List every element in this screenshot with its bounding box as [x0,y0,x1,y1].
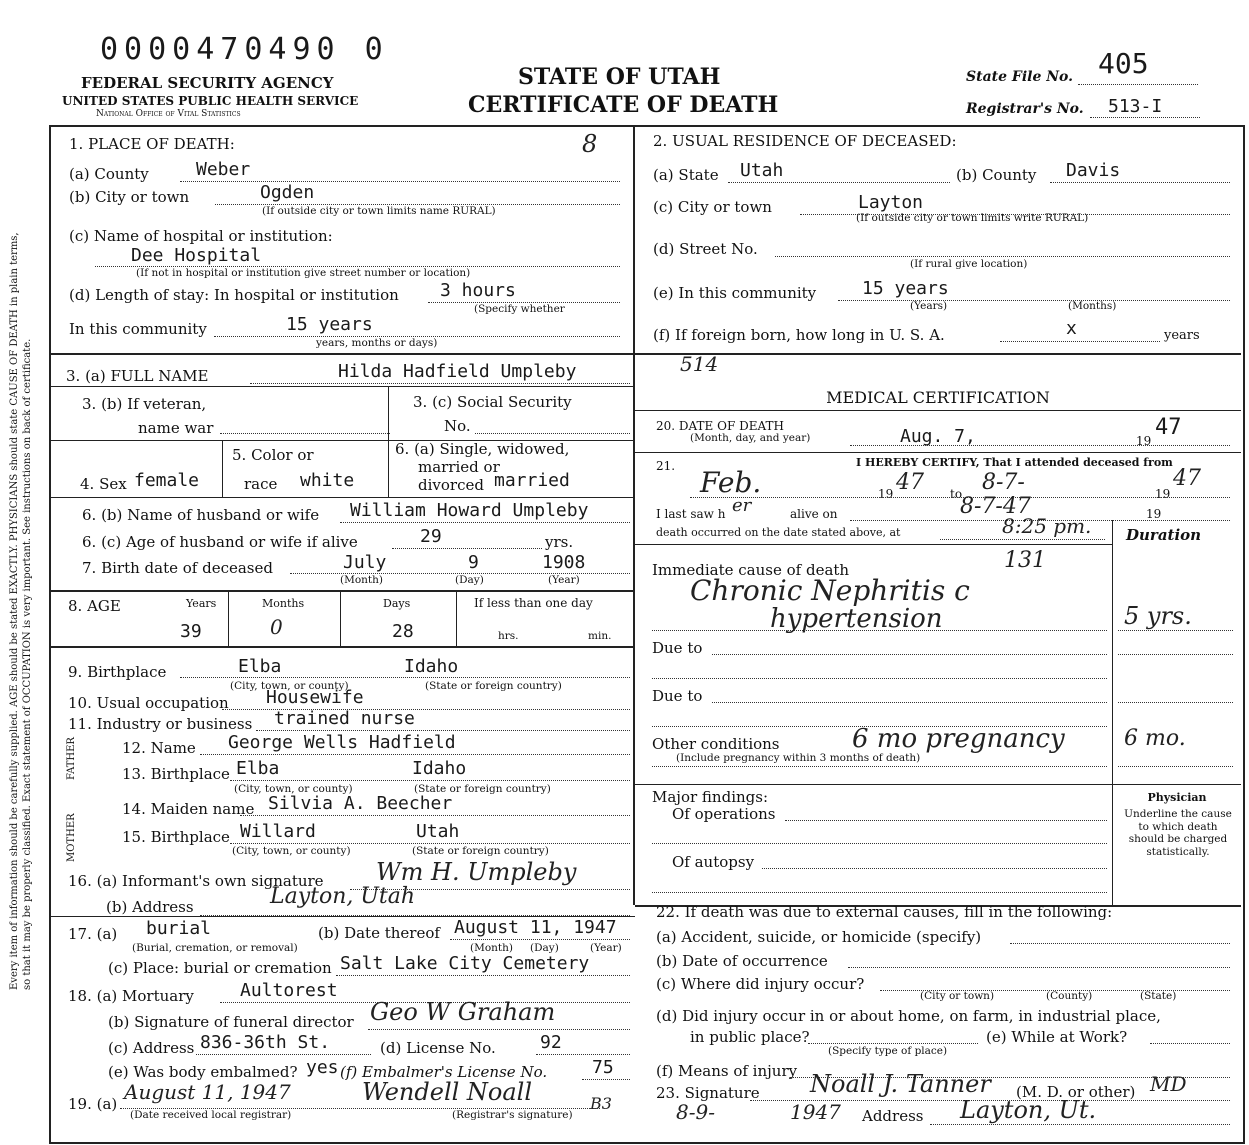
veteran-label: 3. (b) If veteran, [82,395,207,413]
marital-label-1: 6. (a) Single, widowed, [395,440,570,458]
certificate-title: CERTIFICATE OF DEATH [468,92,779,118]
spouse-age-unit: yrs. [545,533,574,551]
ss-sub: No. [444,417,471,435]
external-heading: 22. If death was due to external causes, fill in the following: [656,903,1113,921]
burial-note: (Burial, cremation, or removal) [132,942,298,954]
mother-side-label: MOTHER [66,813,77,862]
pod-stay: 3 hours [440,280,516,301]
burial-method: burial [146,918,212,939]
bp-state-note: (State or foreign country) [425,680,562,692]
from-year: 47 [896,470,924,495]
margin-instructions: Every item of information should be carefully supplied. AGE should be stated EXACTLY. PHYSICIANS should state CAUSE OF DEATH in plain terms, so that it may be properly classified. Exact statement of OCCUPATION is very important. See instructions on back of certificate. [9,232,33,990]
burial-place-label: (c) Place: burial or cremation [108,959,332,977]
res-foreign-label: (f) If foreign born, how long in U. S. A. [653,326,945,344]
county-label: (County) [1046,990,1093,1002]
father-bp-state: Idaho [412,758,467,779]
birthplace-state: Idaho [404,656,459,677]
res-street-label: (d) Street No. [653,240,758,258]
informant-address: Layton, Utah [270,884,416,909]
mbp-state-note: (State or foreign country) [412,845,549,857]
ext-d2-label: in public place? [690,1028,810,1046]
sig-address-label: Address [862,1107,924,1125]
dod-label-1: 20. DATE OF DEATH [656,419,784,433]
color-label: 5. Color or [232,446,314,464]
father-bp-label: 13. Birthplace [122,765,230,783]
occupation: Housewife [266,687,364,708]
spouse-name: William Howard Umpleby [350,500,589,521]
age-years: 39 [180,621,202,642]
pod-stay-note: (Specify whether [474,303,565,315]
director-address-label: (c) Address [108,1039,195,1057]
pod-county: Weber [196,159,251,180]
signature-date: 8-9- [676,1100,715,1124]
registrar-value: 513-I [1108,96,1163,117]
years-header: Years [186,597,217,610]
industry: trained nurse [274,708,415,729]
informant-address-label: (b) Address [106,898,194,916]
res-county: Davis [1066,160,1121,181]
signature-year: 1947 [790,1100,841,1124]
bp-city-note: (City, town, or county) [230,680,349,692]
spouse-age: 29 [420,526,442,547]
operations-label: Of operations [672,805,776,823]
res-years-label: (Years) [910,300,948,312]
months-header: Months [262,597,305,610]
race: white [300,470,355,491]
occupation-label: 10. Usual occupation [68,694,229,712]
registrar-row-label: 19. (a) [68,1095,118,1113]
birthplace-label: 9. Birthplace [68,663,167,681]
father-side-label: FATHER [66,737,77,780]
md-label: (M. D. or other) [1016,1083,1136,1101]
veteran-sub: name war [138,419,214,437]
res-street-note: (If rural give location) [910,258,1028,270]
bd-day-label: (Day) [530,942,559,954]
mbp-city-note: (City, town, or county) [232,845,351,857]
father-bp-city: Elba [236,758,280,779]
marital-label-3: divorced [418,476,484,494]
pod-community-note: years, months or days) [316,337,438,349]
res-community-label: (e) In this community [653,284,817,302]
min-label: min. [588,630,612,642]
father-name: George Wells Hadfield [228,732,456,753]
state-label: (State) [1140,990,1177,1002]
age-months: 0 [270,615,283,639]
ext-e-label: (e) While at Work? [986,1028,1128,1046]
birth-year: 1908 [542,552,586,573]
physician-header: Physician [1147,791,1207,804]
res-city: Layton [858,192,924,213]
ss-label: 3. (c) Social Security [413,393,572,411]
last-saw-prefix: 19 [1146,507,1162,521]
pod-county-label: (a) County [69,165,149,183]
state-file-value: 405 [1098,47,1149,80]
mother-bp-city: Willard [240,821,316,842]
fbp-state-note: (State or foreign country) [414,783,551,795]
birthplace-city: Elba [238,656,282,677]
pod-hospital: Dee Hospital [131,245,262,266]
res-community: 15 years [862,278,949,299]
spouse-label: 6. (b) Name of husband or wife [82,506,320,524]
stamp-number: 0000470490 0 [100,32,389,67]
autopsy-label: Of autopsy [672,853,755,871]
sig-address: Layton, Ut. [960,1096,1097,1124]
mother-bp-label: 15. Birthplace [122,828,230,846]
mortuary-label: 18. (a) Mortuary [68,987,194,1005]
last-saw-label: I last saw h [656,507,726,521]
other-conditions-label: Other conditions [652,735,780,753]
signature-label: 23. Signature [656,1084,760,1102]
embalmer: 75 [592,1057,614,1078]
physician-instructions: Underline the cause to which death should be charged statistically. [1124,808,1232,858]
father-name-label: 12. Name [122,739,196,757]
state-title: STATE OF UTAH [518,64,721,90]
major-findings-label: Major findings: [652,788,769,806]
pod-community-label: In this community [69,320,207,338]
res-state-label: (a) State [653,166,719,184]
full-name: Hilda Hadfield Umpleby [338,361,577,382]
director-signature: Geo W Graham [370,998,556,1026]
place-mark: 8 [582,130,598,158]
director-address: 836-36th St. [200,1032,331,1053]
less-header: If less than one day [474,596,593,610]
ext-b-label: (b) Date of occurrence [656,952,828,970]
dod-year: 47 [1155,415,1182,440]
fbp-city-note: (City, town, or county) [234,783,353,795]
mortuary: Aultorest [240,980,338,1001]
director-label: (b) Signature of funeral director [108,1013,354,1031]
month-label: (Month) [340,574,384,586]
pod-community: 15 years [286,314,373,335]
res-city-note: (If outside city or town limits write RURAL) [856,212,1089,224]
death-time-label: death occurred on the date stated above, at [656,526,901,539]
due-to-1: Due to [652,639,703,657]
industry-label: 11. Industry or business [68,715,253,733]
burial-place: Salt Lake City Cemetery [340,953,590,974]
spouse-age-label: 6. (c) Age of husband or wife if alive [82,533,358,551]
last-saw-date: 8-7-47 [960,494,1031,519]
registrar-signature: Wendell Noall [362,1078,533,1106]
other-duration: 6 mo. [1124,726,1186,751]
immediate-cause: Chronic Nephritis c [690,574,970,607]
age-label: 8. AGE [68,597,121,615]
mother-name: Silvia A. Beecher [268,793,453,814]
cert-number: 21. [656,459,676,473]
pod-hospital-note: (If not in hospital or institution give street number or location) [136,267,471,279]
marital-label-2: married or [418,458,500,476]
res-city-label: (c) City or town [653,198,772,216]
mother-bp-state: Utah [416,821,460,842]
burial-date: August 11, 1947 [454,917,617,938]
date-received-label: (Date received local registrar) [130,1109,292,1121]
to-prefix: 19 [1155,487,1171,501]
ext-a-label: (a) Accident, suicide, or homicide (specify) [656,928,982,946]
dod-prefix: 19 [1136,434,1152,448]
embalmer-label: (f) Embalmer's License No. [340,1063,548,1081]
age-days: 28 [392,621,414,642]
birth-day: 9 [468,552,479,573]
city-town-label: (City or town) [920,990,995,1002]
informant-signature: Wm H. Umpleby [376,858,577,886]
cause-duration: 5 yrs. [1124,602,1192,630]
medical-heading: MEDICAL CERTIFICATION [826,388,1050,407]
bd-year-label: (Year) [590,942,622,954]
res-county-label: (b) County [956,166,1037,184]
sex-label: 4. Sex [80,475,127,493]
last-saw-pronoun: er [732,495,752,516]
ext-c-label: (c) Where did injury occur? [656,975,865,993]
service-name: UNITED STATES PUBLIC HEALTH SERVICE [62,94,359,108]
duration-header: Duration [1126,526,1202,544]
certify-text: I HEREBY CERTIFY, That I attended deceased from [856,456,1173,469]
registrar-mark: B3 [590,1094,612,1113]
state-file-label: State File No. [966,69,1074,85]
day-label: (Day) [455,574,484,586]
ext-d1-label: (d) Did injury occur in or about home, on farm, in industrial place, [656,1007,1161,1025]
pod-city-note: (If outside city or town limits name RURAL) [262,205,496,217]
to-label: to [950,487,963,501]
sex: female [134,470,200,491]
to-year: 47 [1173,466,1201,491]
full-name-label: 3. (a) FULL NAME [66,367,209,385]
license-label: (d) License No. [380,1039,496,1057]
place-of-death-heading: 1. PLACE OF DEATH: [69,135,235,153]
due-to-2: Due to [652,687,703,705]
registrar-sig-label: (Registrar's signature) [452,1109,573,1121]
burial-date-label: (b) Date thereof [318,924,440,942]
license: 92 [540,1032,562,1053]
res-foreign-unit: years [1164,328,1200,343]
bd-month-label: (Month) [470,942,514,954]
immediate-cause-label: Immediate cause of death [652,561,850,579]
secondary-cause: hypertension [770,604,943,634]
birth-month: July [343,552,387,573]
informant-label: 16. (a) Informant's own signature [68,872,324,890]
ext-f-label: (f) Means of injury [656,1062,798,1080]
physician-signature: Noall J. Tanner [810,1070,991,1098]
pod-hospital-label: (c) Name of hospital or institution: [69,227,333,245]
embalmed-label: (e) Was body embalmed? [108,1063,298,1081]
days-header: Days [383,597,411,610]
residence-heading: 2. USUAL RESIDENCE OF DECEASED: [653,132,957,150]
office-name: National Office of Vital Statistics [96,109,241,119]
pod-city-label: (b) City or town [69,188,190,206]
pod-stay-label: (d) Length of stay: In hospital or institution [69,286,399,304]
type-place-label: (Specify type of place) [828,1045,948,1057]
embalmed: yes [306,1057,339,1078]
dod-label-2: (Month, day, and year) [690,432,811,444]
registrar-label: Registrar's No. [966,101,1084,117]
other-note: (Include pregnancy within 3 months of death) [676,752,921,764]
pod-city: Ogden [260,182,315,203]
from-prefix: 19 [878,487,894,501]
res-foreign: x [1066,318,1077,339]
alive-on-label: alive on [790,507,838,521]
attended-from: Feb. [700,466,762,499]
burial-label: 17. (a) [68,925,118,943]
name-code: 514 [680,352,719,376]
mother-name-label: 14. Maiden name [122,800,255,818]
res-months-label: (Months) [1068,300,1117,312]
registrar-date: August 11, 1947 [124,1080,291,1104]
res-state: Utah [740,160,784,181]
race-label: race [244,475,278,493]
date-of-death: Aug. 7, [900,426,976,447]
year-label: (Year) [548,574,580,586]
birth-label: 7. Birth date of deceased [82,559,273,577]
agency-name: FEDERAL SECURITY AGENCY [81,74,334,92]
md-mark: MD [1150,1072,1187,1096]
attended-to: 8-7- [982,470,1025,495]
marital-status: married [494,470,570,491]
death-time: 8:25 pm. [1002,514,1092,538]
hrs-label: hrs. [498,630,519,642]
other-conditions: 6 mo pregnancy [852,724,1065,754]
cause-code: 131 [1004,548,1046,573]
